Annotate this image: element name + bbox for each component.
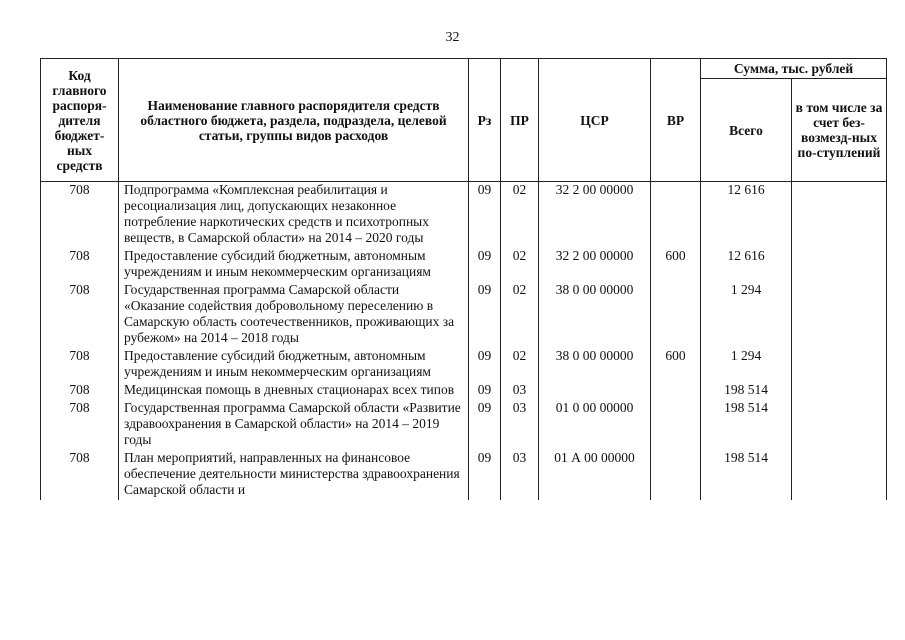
cell-csr: 38 0 00 00000 [539,348,651,382]
cell-pr: 03 [501,382,539,400]
cell-code: 708 [41,382,119,400]
cell-csr: 01 0 00 00000 [539,400,651,450]
table-row [41,248,887,282]
budget-table [40,58,887,500]
header-csr: ЦСР [539,59,651,182]
table-row [41,450,887,500]
cell-name: Подпрограмма «Комплексная реабилитация и ресоциализация лиц, допускающих незаконное потребление наркотических средств и психотропных веществ, в Самарской области» на 2014 – 2020 годы [119,182,469,249]
cell-free [792,248,887,282]
cell-pr: 02 [501,248,539,282]
cell-pr: 02 [501,348,539,382]
cell-rz: 09 [469,450,501,500]
cell-vr [651,382,701,400]
cell-total: 12 616 [701,182,792,249]
cell-vr [651,450,701,500]
cell-code: 708 [41,348,119,382]
cell-free [792,182,887,249]
cell-vr: 600 [651,248,701,282]
header-code: Код главного распоря-дителя бюджет-ных средств [41,59,119,182]
header-vr: ВР [651,59,701,182]
cell-csr: 32 2 00 00000 [539,182,651,249]
cell-pr: 03 [501,450,539,500]
cell-vr [651,282,701,348]
table-row [41,382,887,400]
cell-vr [651,400,701,450]
header-rz: Рз [469,59,501,182]
cell-vr: 600 [651,348,701,382]
cell-free [792,282,887,348]
cell-total: 1 294 [701,348,792,382]
cell-code: 708 [41,248,119,282]
cell-rz: 09 [469,348,501,382]
cell-code: 708 [41,450,119,500]
cell-code: 708 [41,282,119,348]
cell-total: 198 514 [701,382,792,400]
cell-free [792,382,887,400]
table-row [41,282,887,348]
table-row [41,400,887,450]
table-row [41,182,887,249]
cell-rz: 09 [469,182,501,249]
cell-total: 12 616 [701,248,792,282]
cell-name: Государственная программа Самарской области «Развитие здравоохранения в Самарской области» на 2014 – 2019 годы [119,400,469,450]
cell-code: 708 [41,400,119,450]
cell-csr: 01 А 00 00000 [539,450,651,500]
cell-total: 198 514 [701,400,792,450]
cell-name: Медицинская помощь в дневных стационарах всех типов [119,382,469,400]
cell-name: План мероприятий, направленных на финансовое обеспечение деятельности министерства здравоохранения Самарской области и [119,450,469,500]
cell-vr [651,182,701,249]
cell-csr: 38 0 00 00000 [539,282,651,348]
cell-name: Предоставление субсидий бюджетным, автономным учреждениям и иным некоммерческим организациям [119,348,469,382]
cell-pr: 03 [501,400,539,450]
header-sum-group: Сумма, тыс. рублей [701,59,887,79]
page-number: 32 [445,30,460,45]
cell-name: Предоставление субсидий бюджетным, автономным учреждениям и иным некоммерческим организациям [119,248,469,282]
cell-code: 708 [41,182,119,249]
cell-total: 1 294 [701,282,792,348]
header-name: Наименование главного распорядителя средств областного бюджета, раздела, подраздела, целевой статьи, группы видов расходов [119,59,469,182]
table-row [41,348,887,382]
cell-csr: 32 2 00 00000 [539,248,651,282]
header-total: Всего [701,79,792,182]
cell-pr: 02 [501,282,539,348]
header-free: в том числе за счет без-возмезд-ных по-ступлений [792,79,887,182]
cell-csr [539,382,651,400]
cell-name: Государственная программа Самарской области «Оказание содействия добровольному переселению в Самарскую область соотечественников, проживающих за рубежом» на 2014 – 2018 годы [119,282,469,348]
cell-rz: 09 [469,248,501,282]
cell-total: 198 514 [701,450,792,500]
cell-rz: 09 [469,400,501,450]
cell-rz: 09 [469,282,501,348]
cell-free [792,450,887,500]
header-pr: ПР [501,59,539,182]
cell-free [792,400,887,450]
cell-rz: 09 [469,382,501,400]
cell-pr: 02 [501,182,539,249]
cell-free [792,348,887,382]
